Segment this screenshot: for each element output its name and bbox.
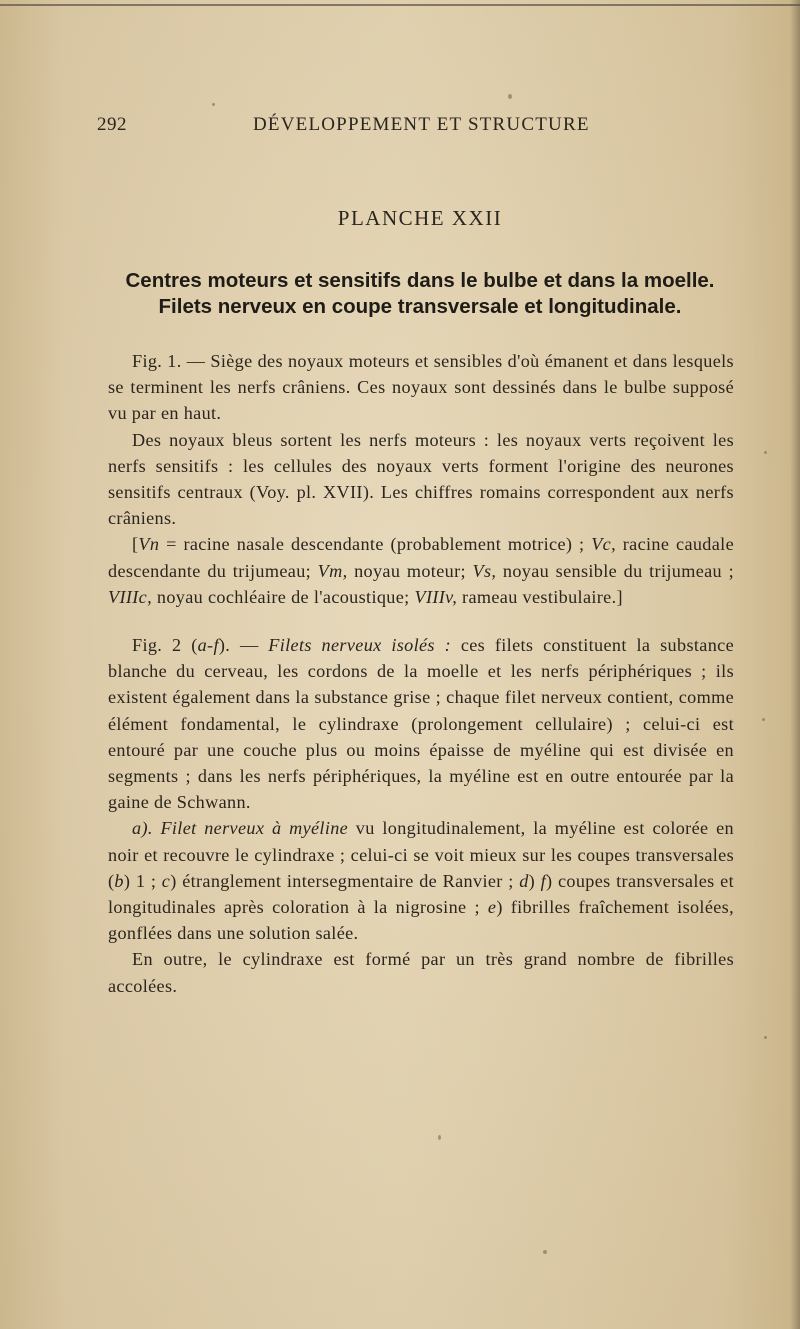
legend-vm: Vm, (317, 560, 348, 581)
fig2-label-range: a-f (197, 635, 219, 656)
legend-vc-text: racine caudale descendante du trijumeau; (108, 534, 735, 581)
legend-vn: Vn (138, 534, 160, 555)
fig1-text: — Siège des noyaux moteurs et sensibles d'où émanent et dans lesquels se terminent les nerfs crâniens. Ces noyaux sont dessinés dans le bulbe supposé vu par en haut. (108, 351, 734, 424)
fig2-a-text-6: ) fibrilles fraîchement isolées, gonflées dans une solution salée. (108, 897, 735, 944)
legend-vc: Vc, (591, 534, 616, 555)
fig2-title: Filets nerveux isolés : (268, 635, 452, 656)
fig2-a-label: a). (132, 818, 153, 839)
paper-speck (438, 1135, 441, 1140)
fig1-label: Fig. 1. (132, 351, 182, 371)
fig2-last-paragraph: En outre, le cylindraxe est formé par un très grand nombre de fibrilles accolées. (108, 949, 734, 996)
subtitle-line-2: Filets nerveux en coupe transversale et longitudinale. (158, 295, 682, 318)
fig2-paragraph (108, 632, 734, 815)
plate-title: PLANCHE XXII (337, 206, 503, 230)
legend-viiic-text: noyau cochléaire de l'acoustique; (152, 586, 415, 607)
legend-bracket: [ (132, 534, 139, 555)
page-number: 292 (97, 114, 127, 135)
fig2-label-close: ). — (218, 635, 269, 656)
fig2-a-text-4: ) (528, 870, 541, 891)
legend-viiic: VIIIc, (108, 586, 152, 607)
fig2-c-letter: c (161, 870, 171, 891)
fig2-a-paragraph (108, 815, 734, 946)
paper-speck (762, 718, 765, 721)
legend-vn-text: = racine nasale descendante (probablement motrice) ; (159, 534, 592, 555)
fig2-a-text-2: ) 1 ; (123, 870, 162, 891)
page-edge-shadow (790, 0, 800, 1329)
fig2-f-letter: f (540, 870, 547, 891)
plate-description (108, 348, 734, 999)
paper-speck (764, 1036, 767, 1039)
legend-viiiv-text: rameau vestibulaire.] (457, 586, 623, 607)
fig1-legend (108, 531, 734, 610)
legend-viiiv: VIIIv, (414, 586, 458, 607)
fig1-paragraph (108, 348, 734, 427)
fig2-b-letter: b (114, 870, 124, 891)
top-rule (0, 4, 800, 6)
legend-vs-text: noyau sensible du trijumeau ; (496, 560, 734, 581)
legend-vm-text: noyau moteur; (347, 560, 473, 581)
legend-vs: Vs, (472, 560, 497, 581)
fig2-a-title: Filet nerveux à myéline (152, 818, 349, 839)
fig2-d-letter: d (519, 870, 529, 891)
fig2-label: Fig. 2 ( (132, 635, 198, 656)
fig1-paragraph-2: Des noyaux bleus sortent les nerfs moteurs : les noyaux verts reçoivent les nerfs sensitifs : les cellules des noyaux verts forment l'origine des neurones sensitifs centraux (Voy. pl. XVII). Les chiffres romains correspondent aux nerfs crâniens. (108, 429, 734, 529)
paper-speck (508, 94, 512, 99)
paper-speck (543, 1250, 547, 1254)
paper-speck (764, 451, 767, 454)
fig2-a-text-5: ) coupes transversales et longitudinales après coloration à la nigrosine ; (108, 870, 734, 918)
fig2-e-letter: e (487, 897, 497, 918)
paper-speck (212, 103, 215, 106)
plate-subtitle (0, 268, 800, 320)
page-header (97, 114, 737, 138)
running-title: DÉVELOPPEMENT ET STRUCTURE (253, 114, 590, 135)
fig2-text: ces filets constituent la substance blanche du cerveau, les cordons de la moelle et les nerfs périphériques ; ils existent également dans la substance grise ; chaque filet nerveux contient, comme élément fondamental, le cylindraxe (prolongement cellulaire) ; celui-ci est entouré par une couche plus ou moins épaisse de myéline qui est divisée en segments ; dans les nerfs périphériques, la myéline est en outre entourée par la gaine de Schwann. (108, 635, 734, 813)
fig2-a-text-3: ) étranglement intersegmentaire de Ranvier ; (170, 870, 520, 891)
subtitle-line-1: Centres moteurs et sensitifs dans le bulbe et dans la moelle. (125, 269, 715, 292)
fig2-a-text-1: vu longitudinalement, la myéline est colorée en noir et recouvre le cylindraxe ; celui-ci se voit mieux sur les coupes transversales ( (108, 818, 734, 891)
